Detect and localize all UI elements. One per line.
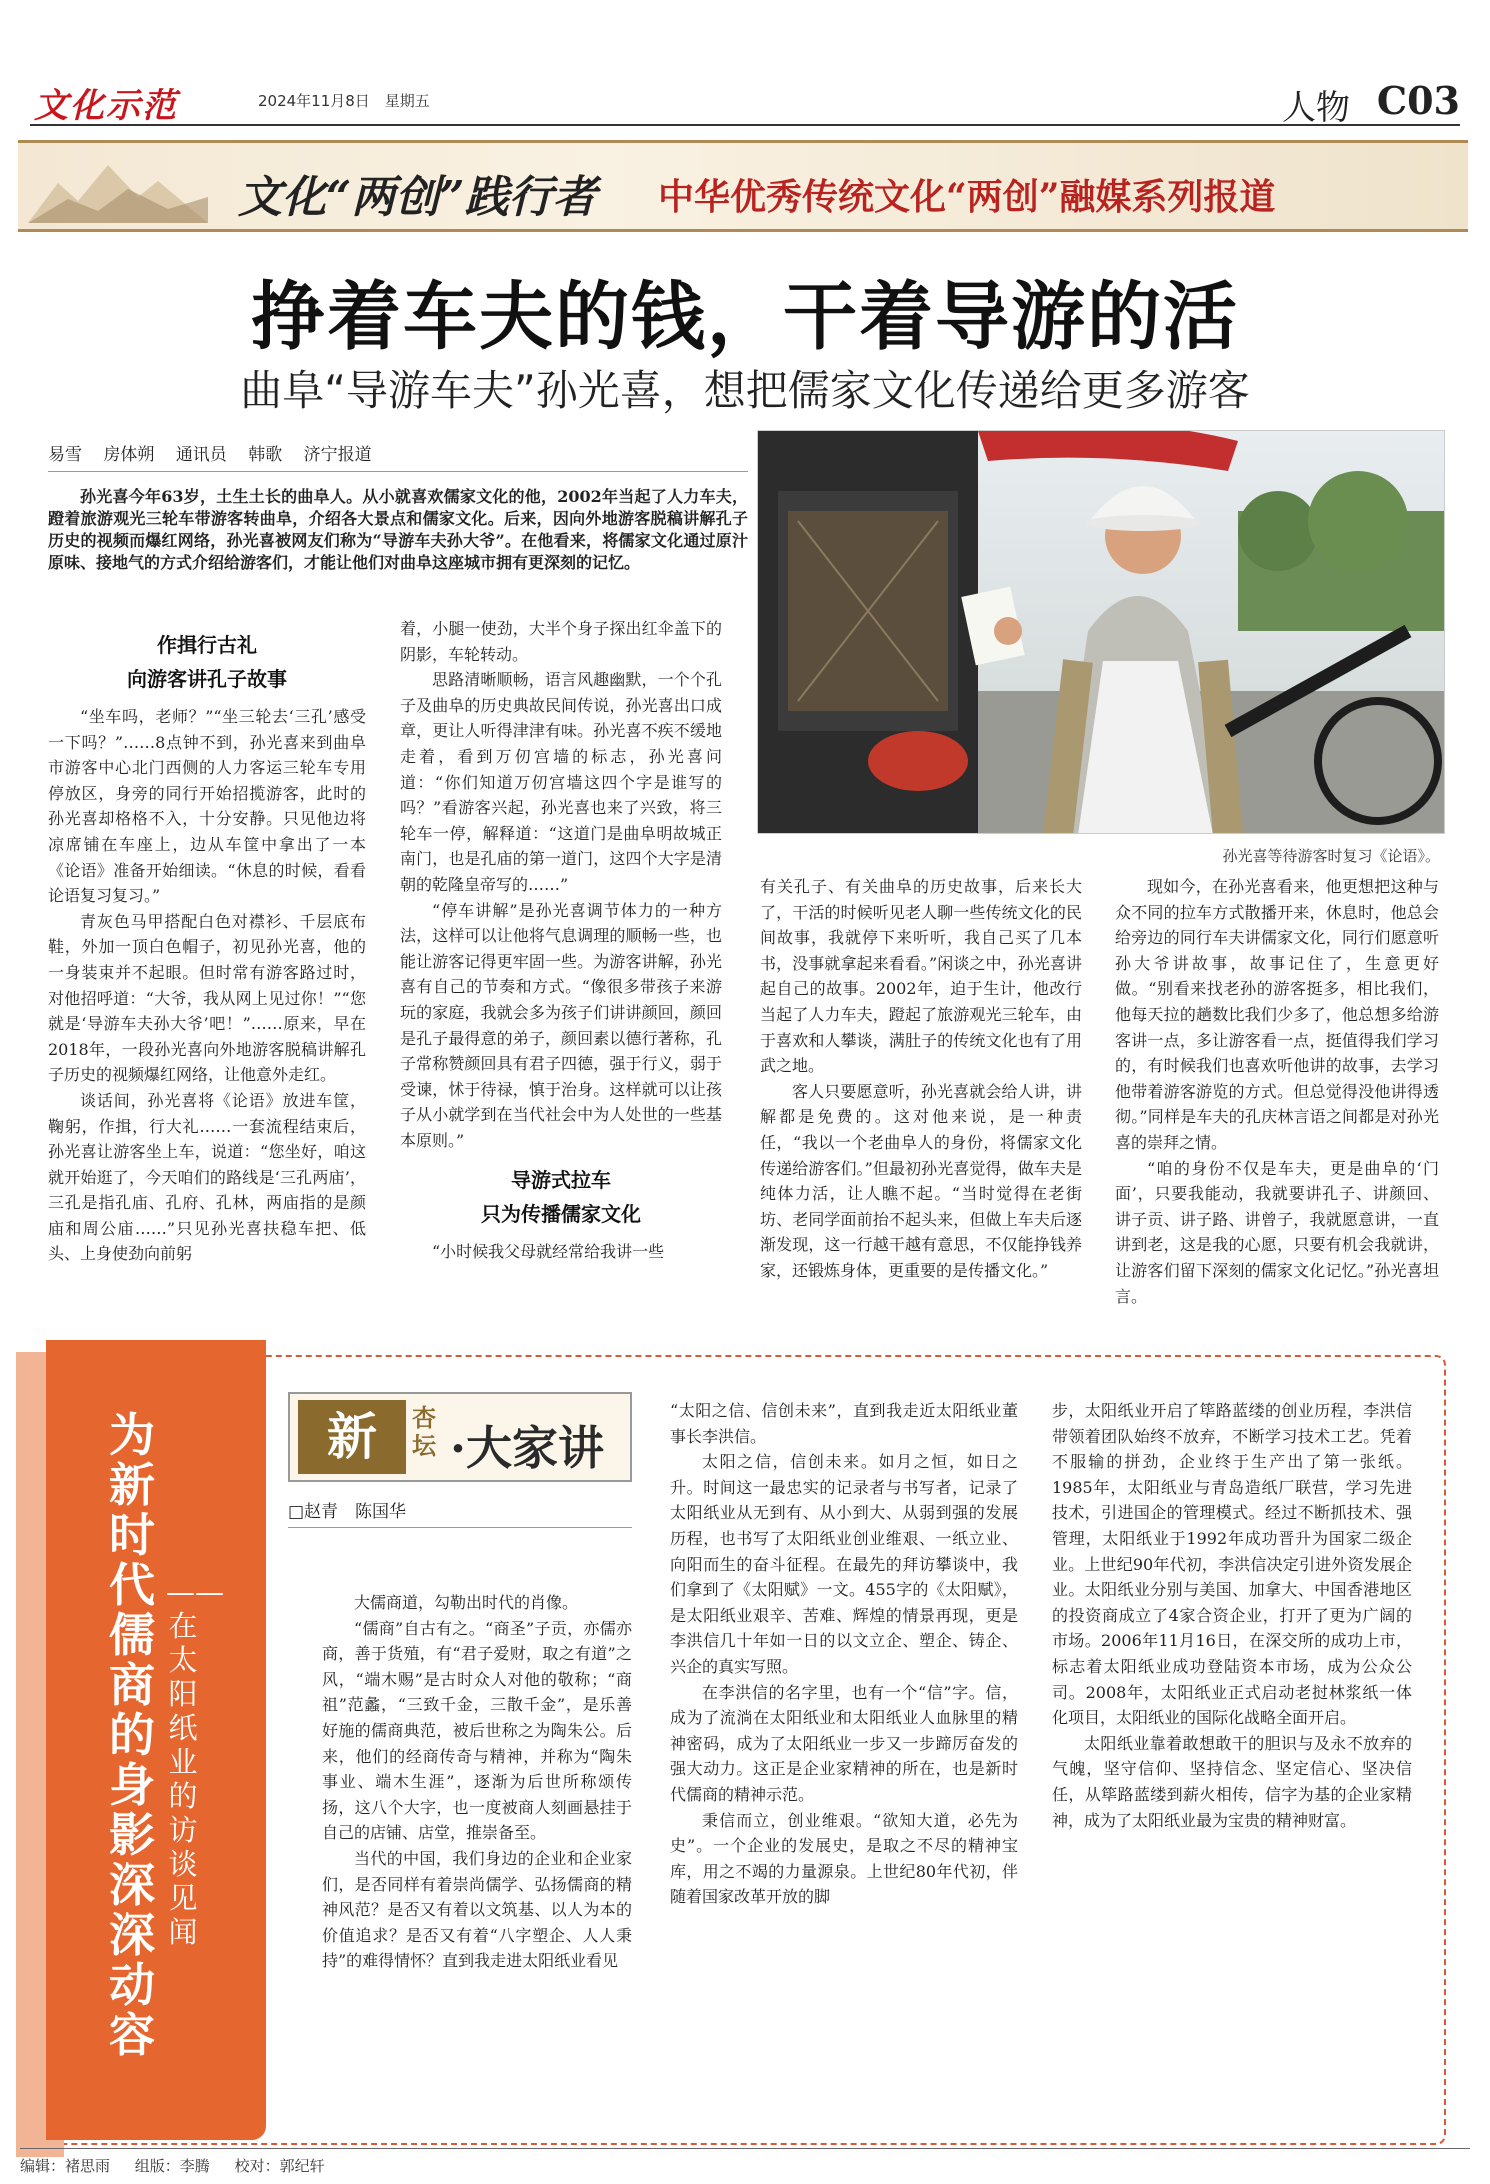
paragraph: 在李洪信的名字里，也有一个“信”字。信，成为了流淌在太阳纸业和太阳纸业人血脉里的精神密码，成为了太阳纸业一步又一步蹄厉奋发的强大动力。这正是企业家精神的所在，也是新时代儒商的精神示范。 (670, 1682, 1018, 1804)
main-headline: 挣着车夫的钱，干着导游的活 (251, 274, 1239, 360)
section-subtitle (48, 628, 366, 696)
article-column-4 (1115, 874, 1439, 1309)
article-lead: 孙光喜今年63岁，土生土长的曲阜人。从小就喜欢儒家文化的他，2002年当起了人力车夫，蹬着旅游观光三轮车带游客转曲阜，介绍各大景点和儒家文化。后来，因向外地游客脱稿讲解孔子历史的视频而爆红网络，孙光喜被网友们称为“导游车夫孙大爷”。在他看来，将儒家文化通过原汁原味、接地气的方式介绍给游客们，才能让他们对曲阜这座城市拥有更深刻的记忆。 (48, 487, 748, 572)
article-column-2 (400, 616, 722, 1265)
feature-column-1 (322, 1590, 632, 1974)
paragraph: “停车讲解”是孙光喜调节体力的一种方法，这样可以让他将气息调理的顺畅一些，也能让游客记得更牢固一些。为游客讲解，孙光喜有自己的节奏和方式。“像很多带孩子来游玩的家庭，我就会多为孩子们讲讲颜回，颜回是孔子最得意的弟子，颜回素以德行著称，孔子常称赞颜回具有君子四德，强于行义，弱于受谏，怵于待禄，慎于治身。这样就可以让孩子从小就学到在当代社会中为人处世的一些基本原则。” (400, 900, 722, 1150)
byline-author-1: 易雪 (48, 445, 82, 465)
page-footer (20, 2148, 1470, 2176)
paragraph: 步，太阳纸业开启了筚路蓝缕的创业历程，李洪信带领着团队始终不放弃，不断学习技术工艺。凭着不服输的拼劲，企业终于生产出了第一张纸。1985年，太阳纸业与青岛造纸厂联营，学习先进技术，引进国企的管理模式。经过不断抓技术、强管理，太阳纸业于1992年成功晋升为国家二级企业。上世纪90年代初，李洪信决定引进外资发展企业。太阳纸业分别与美国、加拿大、中国香港地区的投资商成立了4家合资企业，打开了更为广阔的市场。2006年11月16日，在深交所的成功上市，标志着太阳纸业成功登陆资本市场，成为公众公司。2008年，太阳纸业正式启动老挝林浆纸一体化项目，太阳纸业的国际化战略全面开启。 (1052, 1401, 1412, 1728)
photo-illustration (758, 431, 1445, 834)
logo-xingtan: 杏坛 (412, 1403, 436, 1460)
paragraph: 着，小腿一使劲，大半个身子探出红伞盖下的阴影，车轮转动。 (400, 619, 722, 664)
paragraph: “咱的身份不仅是车夫，更是曲阜的‘门面’，只要我能动，我就要讲孔子、讲颜回、讲子贡、讲子路、讲曾子，我就愿意讲，一直讲到老，这是我的心愿，只要有机会我就讲，让游客们留下深刻的儒家文化记忆。”孙光喜坦言。 (1115, 1158, 1439, 1306)
subtitle-line-1: 作揖行古礼 (157, 633, 257, 657)
subtitle-line-2: 向游客讲孔子故事 (127, 667, 287, 691)
banner-series-title: 文化“两创”践行者 (238, 172, 597, 223)
logo-dajiajiang: ·大家讲 (450, 1421, 605, 1475)
paragraph: 秉信而立，创业维艰。“欲知大道，必先为史”。一个企业的发展史，是取之不尽的精神宝库，用之不竭的力量源泉。上世纪80年代初，伴随着国家改革开放的脚 (670, 1810, 1018, 1907)
column-logo (288, 1392, 632, 1482)
news-photo (757, 430, 1445, 834)
subtitle-line-2: 只为传播儒家文化 (481, 1202, 641, 1227)
paragraph: 当代的中国，我们身边的企业和企业家们，是否同样有着崇尚儒学、弘扬儒商的精神风范？是否又有着以文筑基、以人为本的价值追求？是否又有着“八字塑企、人人秉持”的难得情怀？直到我走进太阳纸业看见 (322, 1848, 632, 1971)
feature-title: 为新时代儒商的身影深深动容 (109, 1408, 155, 2062)
page-number: C03 (1376, 78, 1460, 123)
paragraph: “坐车吗，老师？”“坐三轮去‘三孔’感受一下吗？”……8点钟不到，孙光喜来到曲阜市游客中心北门西侧的人力客运三轮车专用停放区，身旁的同行开始招揽游客，此时的孙光喜却格格不入，十分安静。只见他边将凉席铺在车座上，边从车筐中拿出了一本《论语》准备开始细读。“休息的时候，看看论语复习复习。” (48, 707, 366, 906)
series-banner (18, 140, 1468, 232)
paragraph: 太阳纸业靠着敢想敢干的胆识与及永不放弃的气魄，坚守信仰、坚持信念、坚定信心、坚决信任，从筚路蓝缕到薪火相传，信字为基的企业家精神，成为了太阳纸业最为宝贵的精神财富。 (1052, 1733, 1412, 1830)
feature-column-3 (1052, 1398, 1412, 1833)
section-name: 人物 (1282, 88, 1350, 128)
article-column-3 (760, 874, 1082, 1284)
logo-new-mark: 新 (298, 1400, 406, 1474)
feature-author: □赵青 陈国华 (288, 1497, 632, 1528)
paragraph: 太阳之信，信创未来。如月之恒，如日之升。时间这一最忠实的记录者与书写者，记录了太阳纸业从无到有、从小到大、从弱到强的发展历程，也书写了太阳纸业创业维艰、一纸立业、向阳而生的奋斗征程。在最先的拜访攀谈中，我们拿到了《太阳赋》一文。455字的《太阳赋》，是太阳纸业艰辛、苦难、辉煌的情景再现，更是李洪信几十年如一日的以文立企、塑企、铸企、兴企的真实写照。 (670, 1452, 1018, 1676)
paragraph: “太阳之信、信创未来”，直到我走近太阳纸业董事长李洪信。 (670, 1401, 1018, 1446)
brand-logo: 文化示范 (34, 86, 178, 126)
paragraph: 青灰色马甲搭配白色对襟衫、千层底布鞋，外加一顶白色帽子，初见孙光喜，他的一身装束并不起眼。但时常有游客路过时，对他招呼道：“大爷，我从网上见过你！”“您就是‘导游车夫孙大爷’吧！”……原来，早在2018年，一段孙光喜向外地游客脱稿讲解孔子历史的视频爆红网络，让他意外走红。 (48, 911, 366, 1085)
issue-date: 2024年11月8日 星期五 (258, 92, 430, 110)
paragraph: 现如今，在孙光喜看来，他更想把这种与众不同的拉车方式散播开来，休息时，他总会给旁边的同行车夫讲儒家文化，同行们愿意听孙大爷讲故事，故事记住了，生意更好做。“别看来找老孙的游客挺多，相比我们，他每天拉的趟数比我们少多了，他总想多给游客讲一点，多让游客看一点，挺值得我们学习的，有时候我们也喜欢听他讲的故事，去学习他带着游客游览的方式。但总觉得没他讲得透彻。”同样是车夫的孔庆林言语之间都是对孙光喜的崇拜之情。 (1115, 877, 1439, 1152)
paragraph: 思路清晰顺畅，语言风趣幽默，一个个孔子及曲阜的历史典故民间传说，孙光喜出口成章，更让人听得津津有味。孙光喜不疾不缓地走着，看到万仞宫墙的标志，孙光喜问道：“你们知道万仞宫墙这四个字是谁写的吗？”看游客兴起，孙光喜也来了兴致，将三轮车一停，解释道：“这道门是曲阜明故城正南门，也是孔庙的第一道门，这四个大字是清朝的乾隆皇帝写的……” (400, 670, 722, 894)
mountain-illustration (28, 153, 208, 223)
footer-editor: 编辑：褚思雨 (20, 2157, 111, 2175)
paragraph: “小时候我父母就经常给我讲一些 (432, 1242, 665, 1262)
photo-caption: 孙光喜等待游客时复习《论语》。 (1222, 847, 1440, 865)
footer-design: 组版：李腾 (134, 2157, 210, 2175)
byline-author-3: 韩歌 (248, 445, 283, 465)
sub-headline: 曲阜“导游车夫”孙光喜，想把儒家文化传递给更多游客 (240, 366, 1250, 415)
article-column-1 (48, 624, 366, 1267)
paragraph: 谈话间，孙光喜将《论语》放进车筐，鞠躬，作揖，行大礼……一套流程结束后，孙光喜让游客坐上车，说道：“您坐好，咱这就开始逛了，今天咱们的路线是‘三孔两庙’，三孔是指孔庙、孔府、孔林，两庙指的是颜庙和周公庙……”只见孙光喜扶稳车把、低头、上身使劲向前躬 (48, 1090, 366, 1264)
paragraph: 客人只要愿意听，孙光喜就会给人讲，讲解都是免费的。这对他来说，是一种责任，“我以一个老曲阜人的身份，将儒家文化传递给游客们。”但最初孙光喜觉得，做车夫是纯体力活，让人瞧不起。“当时觉得在老街坊、老同学面前抬不起头来，但做上车夫后逐渐发现，这一行越干越有意思，不仅能挣钱养家，还锻炼身体，更重要的是传播文化。” (760, 1081, 1082, 1280)
section-subtitle (400, 1163, 722, 1231)
footer-proof: 校对：郭纪轩 (234, 2157, 325, 2175)
byline-author-2: 房体朔 (103, 445, 155, 465)
subtitle-line-1: 导游式拉车 (511, 1168, 611, 1193)
feature-subtitle: ——在太阳纸业的访谈见闻 (166, 1575, 224, 1949)
byline-role: 通讯员 (175, 445, 227, 465)
masthead (30, 78, 1460, 126)
paragraph: 大儒商道，勾勒出时代的肖像。 (354, 1593, 579, 1612)
byline (48, 440, 748, 472)
byline-location: 济宁报道 (303, 445, 372, 465)
paragraph: “儒商”自古有之。“商圣”子贡，亦儒亦商，善于货殖，有“君子爱财，取之有道”之风，“端木赐”是古时众人对他的敬称；“商祖”范蠡，“三致千金，三散千金”，是乐善好施的儒商典范，被后世称之为陶朱公。后来，他们的经商传奇与精神，并称为“陶朱事业、端木生涯”，逐渐为后世所称颂传扬，这八个大字，也一度被商人刻画悬挂于自己的店铺、店堂，推崇备至。 (322, 1618, 632, 1843)
feature-column-2 (670, 1398, 1018, 1910)
banner-series-subtitle: 中华优秀传统文化“两创”融媒系列报道 (658, 176, 1276, 218)
paragraph: 有关孔子、有关曲阜的历史故事，后来长大了，干活的时候听见老人聊一些传统文化的民间故事，我就停下来听听，我自己买了几本书，没事就拿起来看看。”闲谈之中，孙光喜讲起自己的故事。2002年，迫于生计，他改行当起了人力车夫，蹬起了旅游观光三轮车，由于喜欢和人攀谈，满肚子的传统文化也有了用武之地。 (760, 877, 1082, 1076)
